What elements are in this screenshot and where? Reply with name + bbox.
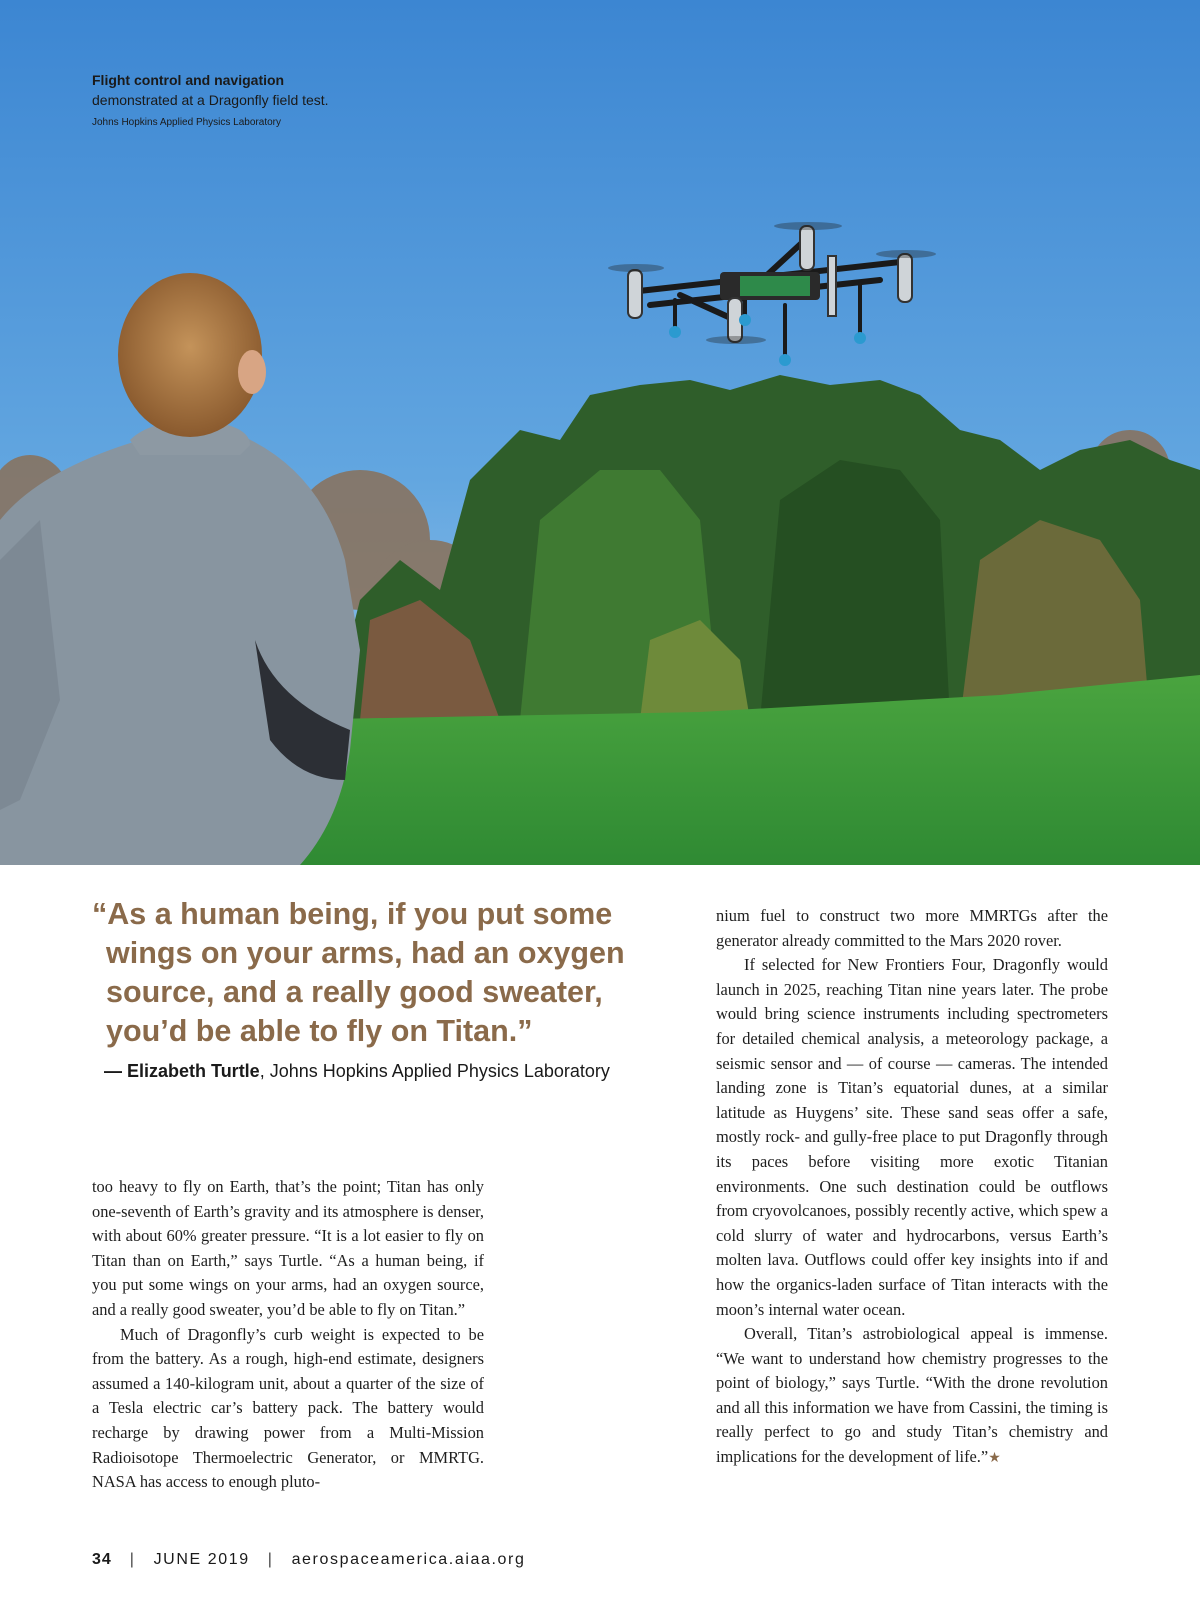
footer-separator: |	[129, 1551, 136, 1568]
paragraph: Much of Dragonfly’s curb weight is expected to be from the battery. As a rough, high-end estimate, designers assumed a 140-kilogram unit, about a quarter of the size of a Tesla electric car’s battery pack. The battery would recharge by drawing power from a Multi-Mission Radioisotope Thermoelectric Generator, or MMRTG. NASA has access to enough pluto-	[92, 1324, 484, 1492]
paragraph-final	[716, 1322, 1108, 1472]
footer-separator: |	[267, 1551, 274, 1568]
photo-caption	[92, 70, 329, 128]
paragraph: too heavy to fly on Earth, that’s the point; Titan has only one-seventh of Earth’s gravity and its atmosphere is denser, with about 60% greater pressure. “It is a lot easier to fly on Titan than on Earth,” says Turtle. “As a human being, if you put some wings on your arms, had an oxygen source, and a really good sweater, you’d be able to fly on Titan.”	[92, 1177, 484, 1319]
issue-date: JUNE 2019	[153, 1551, 250, 1568]
attribution-affiliation: , Johns Hopkins Applied Physics Laboratory	[259, 1061, 610, 1081]
pull-quote-text: “As a human being, if you put some wings on your arms, had an oxygen source, and a really good sweater, you’d be able to fly on Titan.”	[92, 897, 625, 1048]
final-paragraph-text: Overall, Titan’s astrobiological appeal is immense. “We want to understand how chemistry progresses to the point of biology,” says Turtle. “With the drone revolution and all this information we have from Cassini, the timing is really perfect to go and study Titan’s chemistry and implications for the development of life.”	[716, 1324, 1108, 1467]
pull-quote	[92, 895, 672, 1084]
page-footer	[92, 1551, 525, 1569]
website-link[interactable]: aerospaceamerica.aiaa.org	[291, 1551, 526, 1568]
paragraph: nium fuel to construct two more MMRTGs after the generator already committed to the Mars 2020 rover.	[716, 906, 1108, 950]
attribution-dash: —	[104, 1061, 128, 1081]
paragraph: If selected for New Frontiers Four, Dragonfly would launch in 2025, reaching Titan nine years later. The probe would bring science instruments including spectrometers for detailed chemical analysis, a meteorology package, a seismic sensor and — of course — cameras. The intended landing zone is Titan’s equatorial dunes, at a similar latitude as Huygens’ site. These sand seas offer a safe, mostly rock- and gully-free place to put Dragonfly through its paces before visiting more exotic Titanian environments. One such destination could be outflows from cryovolcanoes, possibly recently active, which spew a cold slurry of water and hydrocarbons, versus Earth’s molten lava. Outflows could offer key insights into if and how the organics-laden surface of Titan interacts with the moon’s internal water ocean.	[716, 955, 1108, 1319]
attribution-author: Elizabeth Turtle	[127, 1061, 260, 1081]
photo-credit: Johns Hopkins Applied Physics Laboratory	[92, 117, 281, 128]
caption-description: demonstrated at a Dragonfly field test.	[92, 92, 329, 108]
page-number: 34	[92, 1551, 112, 1568]
article-column-left	[92, 1175, 484, 1495]
caption-title: Flight control and navigation	[92, 72, 285, 88]
end-star-icon: ★	[988, 1451, 1001, 1467]
pull-quote-attribution	[92, 1059, 672, 1084]
article-column-right	[716, 904, 1108, 1472]
